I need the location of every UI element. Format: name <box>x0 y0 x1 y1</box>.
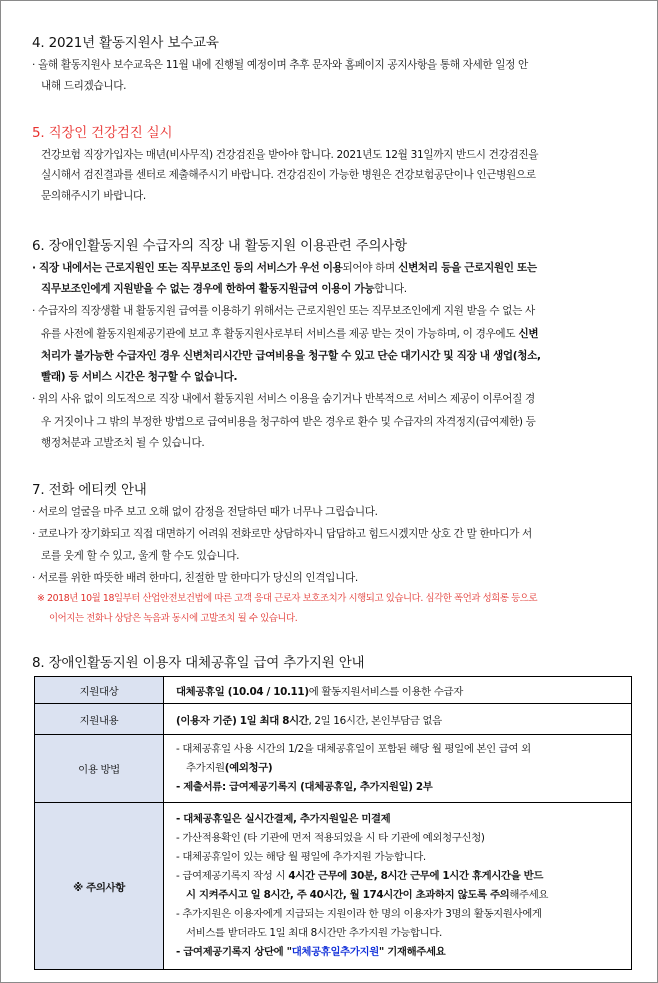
section-6-item-3-line-2: 우 거짓이나 그 밖의 부정한 방법으로 급여비용을 청구하여 받은 경우로 환수 및 수급자의 자격정지(급여제한) 등 <box>41 416 536 428</box>
emphasis-text: 직무보조인에게 지원받을 수 없는 경우에 한하여 활동지원급여 이용이 가능 <box>41 283 375 295</box>
section-7-line-4: · 서로를 위한 따뜻한 배려 한마디, 친절한 말 한마디가 당신의 인격입니다. <box>32 572 358 584</box>
emphasis-text: (이용자 기준) 1일 최대 8시간 <box>176 714 309 727</box>
row-label-caution: ※ 주의사항 <box>35 803 164 970</box>
emphasis-text: (예외청구) <box>224 762 273 774</box>
table-row <box>35 735 632 803</box>
section-7-title: 7. 전화 에티켓 안내 <box>32 482 147 498</box>
section-7-line-3: 로를 웃게 할 수 있고, 울게 할 수도 있습니다. <box>41 550 240 562</box>
plain-text: 에 활동지원서비스를 이용한 수급자 <box>308 685 463 698</box>
caution-line-8 <box>176 943 623 962</box>
section-4-title: 4. 2021년 활동지원사 보수교육 <box>32 35 219 51</box>
section-7-line-1: · 서로의 얼굴을 마주 보고 오해 없이 감정을 전달하던 때가 너무나 그립습니다. <box>32 506 378 518</box>
plain-text: - 급여제공기록지 상단에 " <box>176 946 292 958</box>
emphasis-text: 신변 <box>515 328 539 340</box>
row-value-method <box>164 735 632 803</box>
plain-text: 되어야 하며 <box>342 262 395 274</box>
highlight-text: 대체공휴일추가지원 <box>291 946 379 958</box>
section-6-title: 6. 장애인활동지원 수급자의 직장 내 활동지원 이용관련 주의사항 <box>32 238 407 254</box>
row-label-target: 지원대상 <box>35 677 164 704</box>
table-row <box>35 803 632 970</box>
caution-line-2: - 가산적용확인 (타 기관에 먼저 적용되었을 시 타 기관에 예외청구신청) <box>176 832 485 844</box>
section-6-item-2-line-1: · 수급자의 직장생활 내 활동지원 급여를 이용하기 위해서는 근로지원인 또는 직무보조인에게 지원 받을 수 없는 사 <box>32 305 535 317</box>
plain-text: 추가지원 <box>186 762 225 774</box>
emphasis-text: 신변처리 등을 근로지원인 또는 <box>394 262 537 274</box>
method-line-3: - 제출서류: 급여제공기록지 (대체공휴일, 추가지원일) 2부 <box>176 781 433 793</box>
caution-line-1: - 대체공휴일은 실시간결제, 추가지원일은 미결제 <box>176 813 391 825</box>
section-6-item-2-line-2 <box>41 326 538 341</box>
section-6-item-1-line-2 <box>41 281 407 296</box>
section-7-note-line-2: 이어지는 전화나 상담은 녹음과 동시에 고발조치 될 수 있습니다. <box>49 613 298 624</box>
section-4-line-1: · 올해 활동지원사 보수교육은 11월 내에 진행될 예정이며 추후 문자와 홈페이지 공지사항을 통해 자세한 일정 안 <box>32 59 528 71</box>
section-5-line-1: 건강보험 직장가입자는 매년(비사무직) 건강검진을 받아야 합니다. 2021년도 12월 31일까지 반드시 건강검진을 <box>41 149 539 161</box>
section-6-item-2-line-4: 빨래) 등 서비스 시간은 청구할 수 없습니다. <box>41 371 238 383</box>
table-row <box>35 704 632 735</box>
section-5-title: 5. 직장인 건강검진 실시 <box>32 125 173 141</box>
section-5-line-2: 실시해서 검진결과를 센터로 제출해주시기 바랍니다. 건강검진이 가능한 병원은 건강보험공단이나 인근병원으로 <box>41 169 536 181</box>
row-label-content: 지원내용 <box>35 704 164 735</box>
table-row <box>35 677 632 704</box>
row-value-target <box>164 677 632 704</box>
emphasis-text: · 직장 내에서는 근로지원인 또는 직무보조인 등의 서비스가 우선 이용 <box>32 262 343 274</box>
plain-text: , 2일 16시간, 본인부담금 없음 <box>308 714 442 727</box>
caution-line-5 <box>176 886 623 905</box>
section-7-line-2: · 코로나가 장기화되고 직접 대면하기 어려워 전화로만 상담하자니 답답하고 힘드시겠지만 상호 간 말 한마디가 서 <box>32 528 532 540</box>
emphasis-text: 4시간 근무에 30분, 8시간 근무에 1시간 휴게시간을 반드 <box>285 870 544 882</box>
emphasis-text: 대체공휴일 (10.04 / 10.11) <box>176 685 309 698</box>
caution-line-6: - 추가지원은 이용자에게 지급되는 지원이라 한 명의 이용자가 3명의 활동지원사에게 <box>176 908 542 920</box>
section-6-item-1-line-1 <box>32 260 537 275</box>
section-6-item-3-line-3: 행정처분과 고발조치 될 수 있습니다. <box>41 437 205 449</box>
row-label-method: 이용 방법 <box>35 735 164 803</box>
row-value-caution <box>164 803 632 970</box>
holiday-support-table <box>34 676 632 970</box>
caution-line-3: - 대체공휴일이 있는 해당 월 평일에 추가지원 가능합니다. <box>176 851 426 863</box>
emphasis-text: 시 지켜주시고 일 8시간, 주 40시간, 월 174시간이 초과하지 않도록 주의 <box>186 889 510 901</box>
plain-text: 합니다. <box>374 283 407 295</box>
method-line-1: - 대체공휴일 사용 시간의 1/2을 대체공휴일이 포함된 해당 월 평일에 본인 급여 외 <box>176 743 531 755</box>
plain-text: 유를 사전에 활동지원제공기관에 보고 후 활동지원사로부터 서비스를 제공 받는 것이 가능하며, 이 경우에도 <box>41 328 516 340</box>
section-8-title: 8. 장애인활동지원 이용자 대체공휴일 급여 추가지원 안내 <box>32 655 365 671</box>
section-7-note-line-1: ※ 2018년 10월 18일부터 산업안전보건법에 따른 고객 응대 근로자 보호조치가 시행되고 있습니다. 심각한 폭언과 성희롱 등으로 <box>37 593 538 604</box>
row-value-content <box>164 704 632 735</box>
section-6-item-3-line-1: · 위의 사유 없이 의도적으로 직장 내에서 활동지원 서비스 이용을 숨기거나 반복적으로 서비스 제공이 이루어질 경 <box>32 393 535 405</box>
caution-line-4 <box>176 867 623 886</box>
section-4-line-2: 내해 드리겠습니다. <box>41 80 127 92</box>
plain-text: 해주세요 <box>509 889 549 901</box>
plain-text: - 급여제공기록지 작성 시 <box>176 870 286 882</box>
caution-line-7: 서비스를 받더라도 1일 최대 8시간만 추가지원 가능합니다. <box>186 927 442 939</box>
method-line-2 <box>176 759 623 778</box>
section-5-line-3: 문의해주시기 바랍니다. <box>41 190 146 202</box>
plain-text: " 기재해주세요 <box>378 946 446 958</box>
section-6-item-2-line-3: 처리가 불가능한 수급자인 경우 신변처리시간만 급여비용을 청구할 수 있고 단순 대기시간 및 직장 내 생업(청소, <box>41 350 541 362</box>
